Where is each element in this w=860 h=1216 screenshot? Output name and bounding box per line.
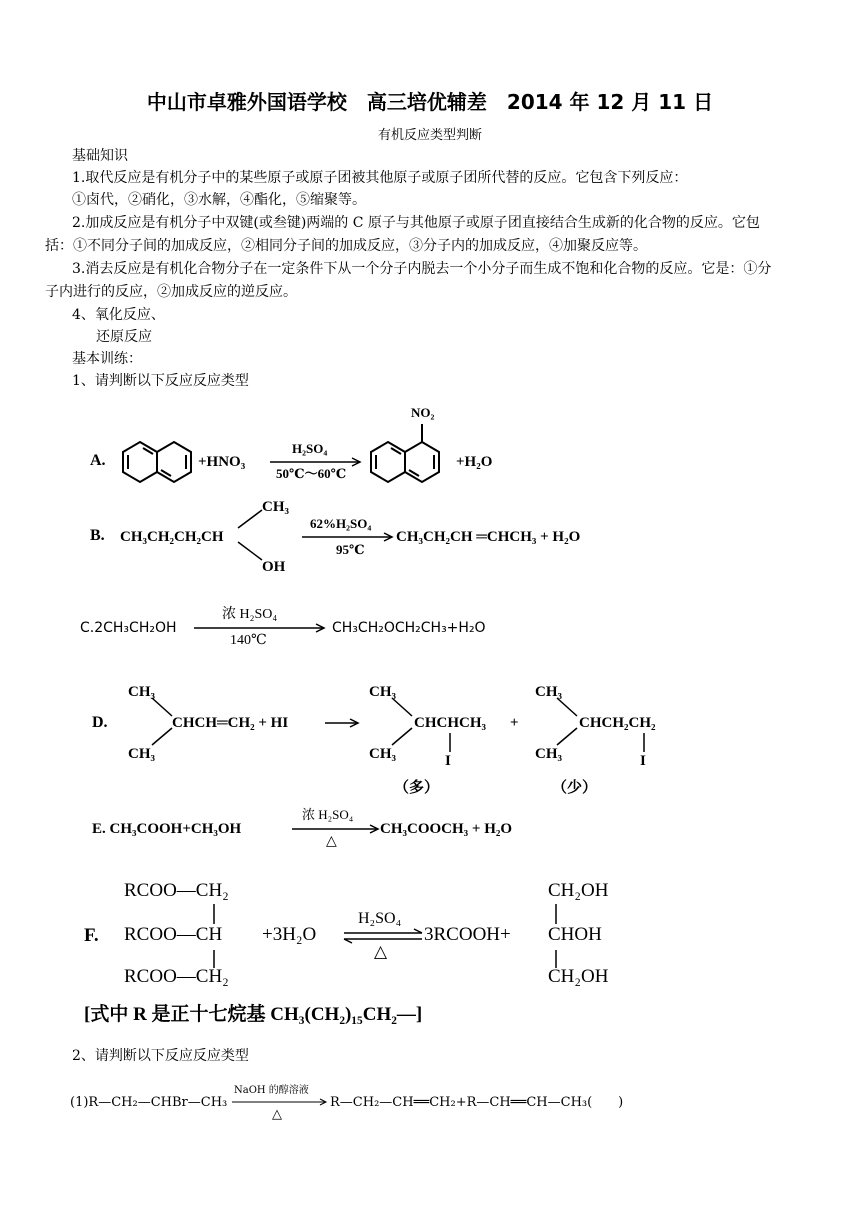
reaction-b-methyl: CH₃ <box>262 499 289 515</box>
reaction-d-minor-note: （少） <box>552 780 598 796</box>
section-heading: 基础知识 <box>72 148 128 164</box>
reaction-f-glycerol-1: CH₂OH <box>548 880 609 901</box>
reaction-f-heat: △ <box>374 942 388 961</box>
reaction-d-p1-ch3-bottom: CH₃ <box>369 746 396 762</box>
reaction-f-ester-2: RCOO—CH <box>124 924 223 945</box>
reaction-b-temperature: 95℃ <box>336 542 365 557</box>
question-1: 1、请判断以下反应反应类型 <box>72 373 249 389</box>
reaction-d-major-note: （多） <box>394 780 440 796</box>
q2-reaction-1-product: R—CH₂—CH══CH₂+R—CH══CH—CH₃( ) <box>330 1095 624 1110</box>
reaction-c-reactant: C.2CH₃CH₂OH <box>80 620 177 636</box>
reaction-c-temperature: 140℃ <box>230 633 267 648</box>
paragraph-3b: 子内进行的反应，②加成反应的逆反应。 <box>45 284 297 300</box>
reaction-e-reactant: E. CH₃COOH+CH₃OH <box>92 821 242 837</box>
q2-reaction-1-condition: NaOH 的醇溶液 <box>234 1085 309 1096</box>
paragraph-2a: 2.加成反应是有机分子中双键(或叁键)两端的 C 原子与其他原子或原子团直接结合生成新的化合物的反应。它包 <box>72 215 760 231</box>
reaction-a-temperature: 50℃～60℃ <box>276 466 347 481</box>
reaction-d-p2-ch3-bottom: CH₃ <box>535 746 562 762</box>
reaction-f-label: F. <box>84 925 99 946</box>
reaction-f-glycerol-3: CH₂OH <box>548 966 609 987</box>
training-heading: 基本训练： <box>72 351 142 367</box>
reaction-f-water: +3H₂O <box>262 924 317 945</box>
paragraph-1: 1.取代反应是有机分子中的某些原子或原子团被其他原子或原子团所代替的反应。它包含下列反应： <box>72 170 688 186</box>
paragraph-2b: 括：①不同分子间的加成反应，②相同分子间的加成反应，③分子内的加成反应，④加聚反应等。 <box>45 238 647 254</box>
reaction-d-p2-ch3-top: CH₃ <box>535 684 562 700</box>
reaction-a-hno3: +HNO₃ <box>198 454 246 470</box>
reaction-f-catalyst: H₂SO₄ <box>358 910 402 927</box>
reaction-f-glycerol-2: CHOH <box>548 924 602 945</box>
reaction-d-product-major: CHCHCH₃ <box>414 715 486 731</box>
question-2: 2、请判断以下反应反应类型 <box>72 1048 249 1064</box>
reaction-f-note: [式中 R 是正十七烷基 CH₃(CH₂)₁₅CH₂—] <box>84 1004 423 1025</box>
reaction-d-reactant: CHCH═CH₂ + HI <box>172 715 289 731</box>
reaction-f-ester-1: RCOO—CH₂ <box>124 880 229 901</box>
paragraph-4: 4、氧化反应、 <box>72 307 165 323</box>
reaction-d-p1-ch3-top: CH₃ <box>369 684 396 700</box>
reaction-d-ch3-top: CH₃ <box>128 684 155 700</box>
reaction-b-reactant: CH₃CH₂CH₂CH <box>120 529 224 545</box>
paragraph-3a: 3.消去反应是有机化合物分子在一定条件下从一个分子内脱去一个小分子而生成不饱和化合物的反应。它是：①分 <box>72 261 772 277</box>
reaction-f-acid: 3RCOOH+ <box>424 924 511 945</box>
reaction-f-ester-3: RCOO—CH₂ <box>124 966 229 987</box>
reaction-b-catalyst: 62%H₂SO₄ <box>310 516 372 531</box>
page-title: 中山市卓雅外国语学校 高三培优辅差 2014 年 12 月 11 日 <box>146 90 714 114</box>
reaction-b-product: CH₃CH₂CH ═CHCH₃ + H₂O <box>396 529 581 545</box>
reaction-b-hydroxyl: OH <box>262 559 286 575</box>
naphthalene-reactant <box>123 442 191 482</box>
reaction-d-product-minor: CHCH₂CH₂ <box>579 715 656 731</box>
reaction-a-catalyst: H₂SO₄ <box>292 441 328 456</box>
reaction-d-plus: + <box>510 715 519 731</box>
reaction-d-p2-iodine: I <box>640 753 646 769</box>
q2-reaction-1-reactant: (1)R—CH₂—CHBr—CH₃ <box>70 1095 228 1110</box>
paragraph-1b: ①卤代，②硝化，③水解，④酯化，⑤缩聚等。 <box>72 192 366 208</box>
reaction-b-label: B. <box>90 527 105 544</box>
reaction-c-catalyst: 浓 H₂SO₄ <box>222 607 278 622</box>
reaction-c-product: CH₃CH₂OCH₂CH₃+H₂O <box>332 620 486 636</box>
reaction-a-no2: NO₂ <box>411 405 435 420</box>
reaction-e-catalyst: 浓 H₂SO₄ <box>302 807 354 822</box>
reaction-d-p1-iodine: I <box>445 753 451 769</box>
reaction-d-label: D. <box>92 714 108 731</box>
paragraph-5: 还原反应 <box>96 329 152 345</box>
reaction-a-label: A. <box>90 452 106 469</box>
reaction-a-water: +H₂O <box>456 454 493 470</box>
page-subtitle: 有机反应类型判断 <box>377 128 482 143</box>
q2-reaction-1-heat: △ <box>272 1107 282 1122</box>
reaction-e-product: CH₃COOCH₃ + H₂O <box>380 821 513 837</box>
reaction-e-heat: △ <box>326 834 337 849</box>
reaction-d-ch3-bottom: CH₃ <box>128 746 155 762</box>
nitronaphthalene-product <box>371 424 439 482</box>
